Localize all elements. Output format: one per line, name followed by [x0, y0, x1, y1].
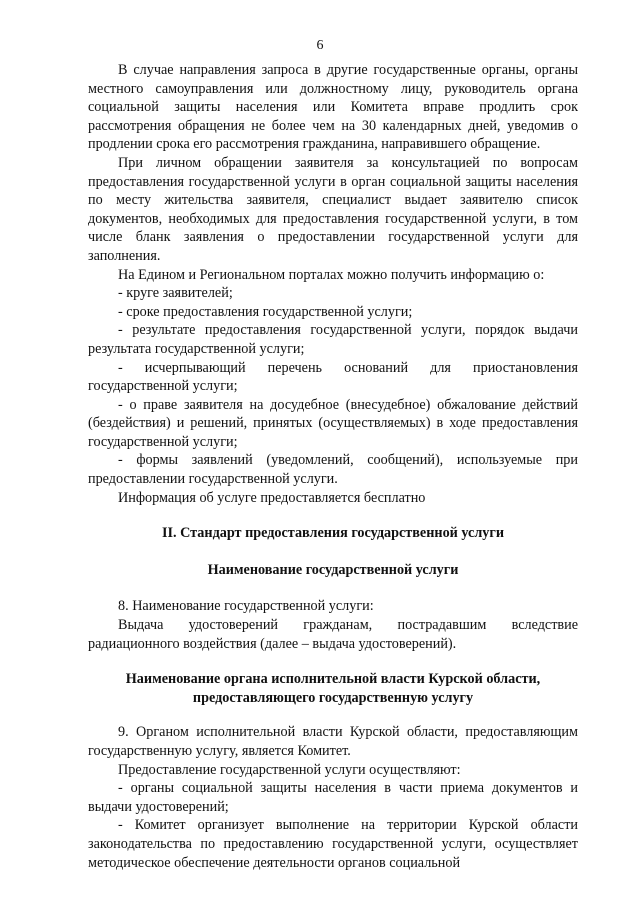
- subheading-service-name: Наименование государственной услуги: [207, 561, 459, 578]
- paragraph-portal-info: На Едином и Региональном порталах можно получить информацию о:: [118, 266, 545, 283]
- spacer: [88, 653, 578, 670]
- spacer: [88, 543, 578, 561]
- document-body: [88, 61, 578, 872]
- paragraph-free-info: Информация об услуге предоставляется бесплатно: [118, 489, 426, 506]
- spacer: [88, 579, 578, 597]
- paragraph-providers: Предоставление государственной услуги осуществляют:: [118, 761, 461, 778]
- list-item-application-forms: - формы заявлений (уведомлений, сообщений), используемые при предоставлении государственной услуги.: [88, 452, 578, 488]
- list-item-social-protection: - органы социальной защиты населения в части приема документов и выдачи удостоверений;: [88, 780, 578, 815]
- paragraph-authority: 9. Органом исполнительной власти Курской области, предоставляющим государственную услугу, является Комитет.: [88, 724, 578, 759]
- list-item-service-result: - результате предоставления государственной услуги, порядок выдачи результата государственной услуги;: [88, 322, 578, 357]
- section-heading: II. Стандарт предоставления государственной услуги: [161, 525, 505, 542]
- list-item-applicants: - круге заявителей;: [118, 285, 233, 302]
- page-number: 6: [316, 38, 324, 53]
- list-item-committee: - Комитет организует выполнение на территории Курской области законодательства по предоставлению государственной услуги, осуществляет методическое обеспечение деятельности органов социальной: [88, 817, 578, 871]
- paragraph-request-extension: В случае направления запроса в другие государственные органы, органы местного самоуправления или должностному лицу, руководитель органа социальной защиты населения или Комитета вправе продлить срок рассмотрения обращения не более чем на 30 календарных дней, уведомив о продлении срока его рассмотрения гражданина, направившего обращение.: [88, 62, 578, 153]
- list-item-appeal-right: - о праве заявителя на досудебное (внесудебное) обжалование действий (бездействия) и решений, принятых (осуществляемых) в ходе предоставления государственной услуги;: [88, 396, 578, 450]
- paragraph-service-name-value: Выдача удостоверений гражданам, пострадавшим вследствие радиационного воздействия (далее – выдача удостоверений).: [88, 617, 578, 652]
- spacer: [88, 707, 578, 723]
- subheading-authority-line1: Наименование органа исполнительной власти Курской области,: [125, 671, 541, 688]
- paragraph-service-name-label: 8. Наименование государственной услуги:: [118, 598, 374, 615]
- paragraph-personal-visit: При личном обращении заявителя за консультацией по вопросам предоставления государственной услуги в орган социальной защиты населения по месту жительства заявителя, специалист выдает заявителю список документов, необходимых для предоставления государственной услуги, в том числе бланк заявления о предоставлении государственной услуги для заполнения.: [88, 154, 578, 264]
- list-item-suspension-grounds: - исчерпывающий перечень оснований для приостановления государственной услуги;: [88, 359, 578, 395]
- spacer: [88, 507, 578, 524]
- list-item-service-term: - сроке предоставления государственной услуги;: [118, 303, 413, 320]
- subheading-authority-line2: предоставляющего государственную услугу: [192, 689, 474, 706]
